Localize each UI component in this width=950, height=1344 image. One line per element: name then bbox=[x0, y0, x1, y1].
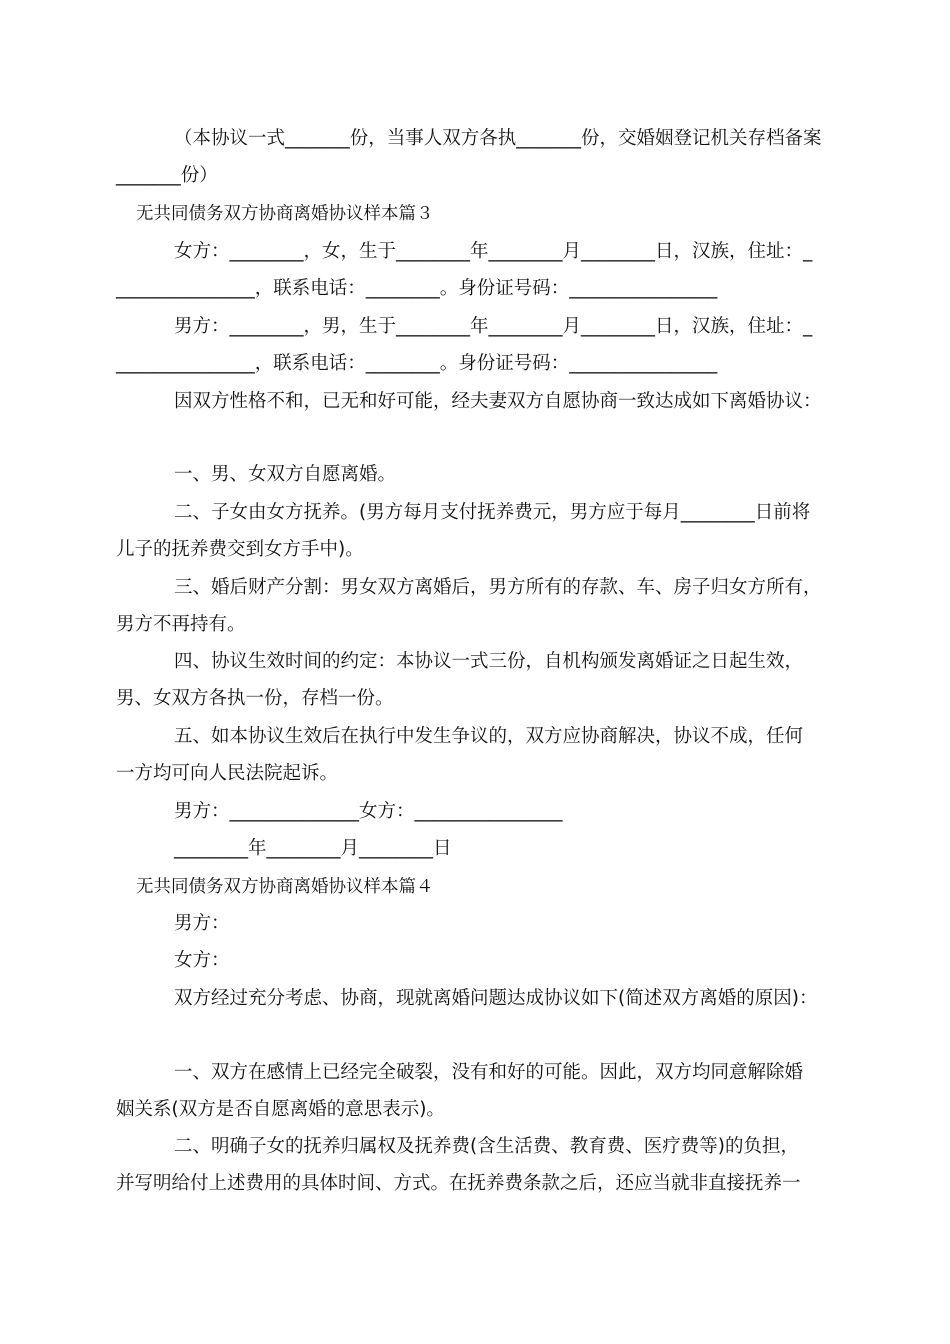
clause-3-line-1: 三、婚后财产分割：男女双方离婚后，男方所有的存款、车、房子归女方所有， bbox=[174, 577, 822, 598]
clause-2-line-1: 二、子女由女方抚养。(男方每月支付抚养费元，男方应于每月________日前将 bbox=[174, 502, 811, 523]
agreement-intro-4: 双方经过充分考虑、协商，现就离婚问题达成协议如下(简述双方离婚的原因)： bbox=[174, 988, 818, 1009]
agreement-intro: 因双方性格不和，已无和好可能，经夫妻双方自愿协商一致达成如下离婚协议： bbox=[174, 391, 822, 412]
clause-4-1-line-2: 姻关系(双方是否自愿离婚的意思表示)。 bbox=[116, 1099, 445, 1120]
husband-info-line-2: _______________，联系电话：________。身份证号码：________________ bbox=[116, 353, 718, 374]
clause-4-2-line-2: 并写明给付上述费用的具体时间、方式。在抚养费条款之后，还应当就非直接抚养一 bbox=[116, 1173, 801, 1194]
clause-2-line-2: 儿子的抚养费交到女方手中)。 bbox=[116, 539, 364, 560]
clause-3-line-2: 男方不再持有。 bbox=[116, 614, 246, 635]
section-heading-4: 无共同债务双方协商离婚协议样本篇４ bbox=[136, 877, 434, 897]
clause-4-2-line-1: 二、明确子女的抚养归属权及抚养费(含生活费、教育费、医疗费等)的负担， bbox=[174, 1136, 799, 1157]
clause-1: 一、男、女双方自愿离婚。 bbox=[174, 464, 397, 485]
wife-info-line-2: _______________，联系电话：________。身份证号码：________________ bbox=[116, 278, 718, 299]
clause-4-line-1: 四、协议生效时间的约定：本协议一式三份，自机构颁发离婚证之日起生效， bbox=[174, 651, 804, 672]
clause-5-line-2: 一方均可向人民法院起诉。 bbox=[116, 763, 339, 784]
clause-5-line-1: 五、如本协议生效后在执行中发生争议的，双方应协商解决，协议不成，任何 bbox=[174, 726, 804, 747]
husband-label: 男方： bbox=[174, 913, 230, 934]
copies-clause-line-2: _______份） bbox=[116, 165, 218, 186]
copies-clause-line-1: （本协议一式_______份，当事人双方各执_______份，交婚姻登记机关存档备案 bbox=[174, 128, 822, 149]
wife-info-line-1: 女方：________，女，生于________年________月________日，汉族，住址：_ bbox=[174, 241, 813, 262]
section-heading-3: 无共同债务双方协商离婚协议样本篇３ bbox=[136, 204, 434, 224]
clause-4-1-line-1: 一、双方在感情上已经完全破裂，没有和好的可能。因此，双方均同意解除婚 bbox=[174, 1062, 804, 1083]
husband-info-line-1: 男方：________，男，生于________年________月________日，汉族，住址：_ bbox=[174, 316, 813, 337]
wife-label: 女方： bbox=[174, 950, 230, 971]
signature-line: 男方：______________女方：________________ bbox=[174, 801, 563, 822]
clause-4-line-2: 男、女双方各执一份，存档一份。 bbox=[116, 688, 394, 709]
date-line: ________年________月________日 bbox=[174, 838, 452, 859]
